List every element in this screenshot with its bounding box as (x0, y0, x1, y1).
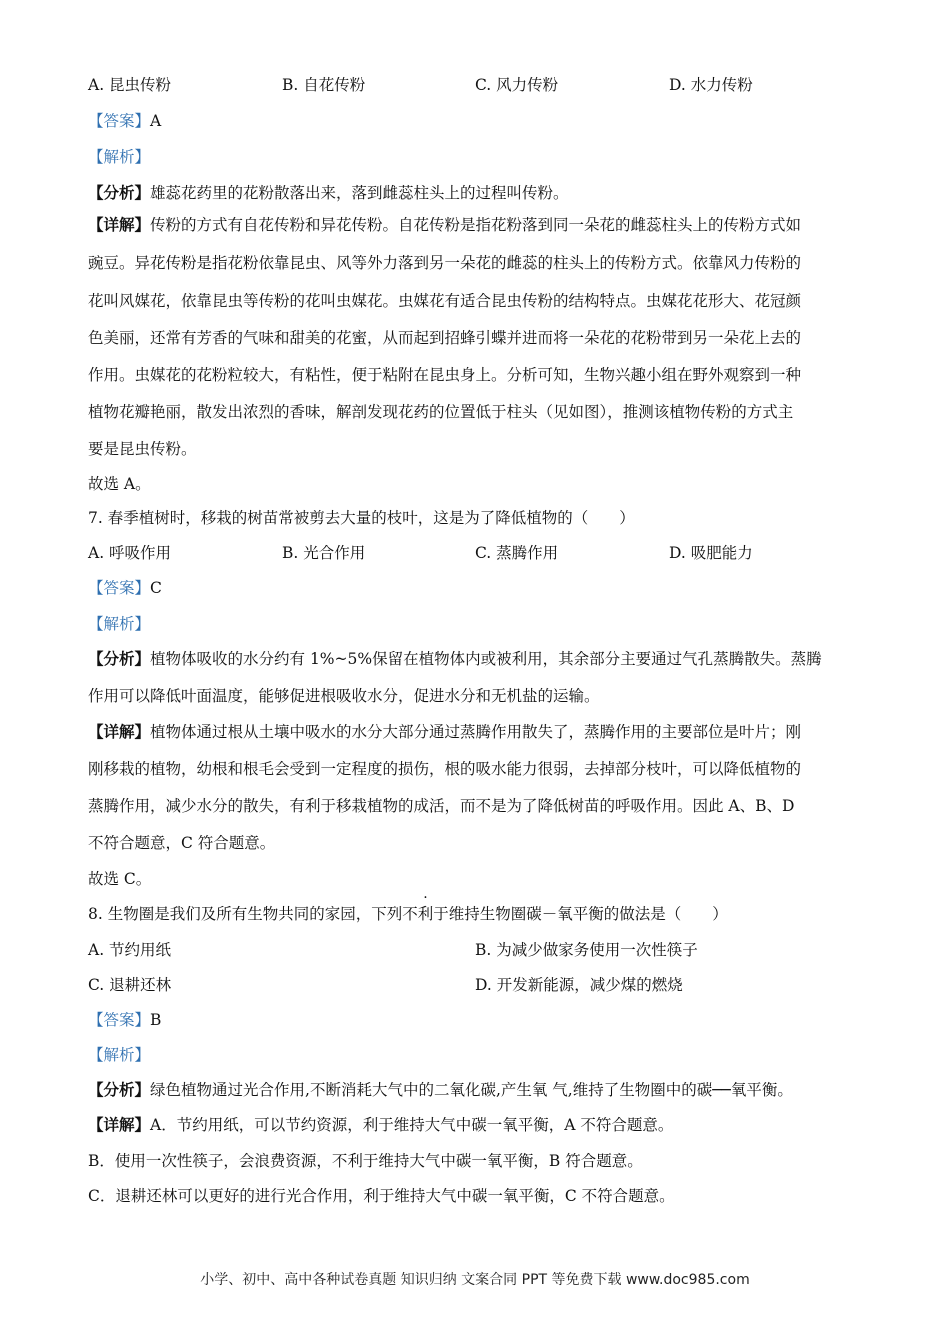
q7-detail-line: 刚移栽的植物，幼根和根毛会受到一定程度的损伤，根的吸水能力很弱，去掉部分枝叶，可以降低植物的 (88, 760, 802, 778)
q7-option-a: A. 呼吸作用 (88, 544, 172, 562)
answer-tag: 【答案】 (88, 112, 151, 130)
q6-detail-line: 色美丽，还常有芳香的气味和甜美的花蜜，从而起到招蜂引蝶并进而将一朵花的花粉带到另一朵花上去的 (88, 329, 802, 347)
q6-option-a: A. 昆虫传粉 (88, 76, 172, 94)
q6-detail-line: 要是昆虫传粉。 (88, 440, 197, 458)
q6-option-c: C. 风力传粉 (475, 76, 559, 94)
q7-option-d: D. 吸肥能力 (669, 544, 753, 562)
q6-analysis-tag: 【解析】 (88, 148, 151, 166)
detail-text: 传粉的方式有自花传粉和异花传粉。自花传粉是指花粉落到同一朵花的雌蕊柱头上的传粉方式如 (150, 216, 802, 234)
q8-option-d: D. 开发新能源，减少煤的燃烧 (475, 976, 683, 994)
q6-detail-line: 作用。虫媒花的花粉粒较大，有粘性，便于粘附在昆虫身上。分析可知，生物兴趣小组在野外观察到一种 (88, 366, 802, 384)
detail-text: 植物体通过根从土壤中吸水的水分大部分通过蒸腾作用散失了，蒸腾作用的主要部位是叶片；刚 (150, 723, 802, 741)
q8-option-c: C. 退耕还林 (88, 976, 172, 994)
q6-detail-line (88, 214, 863, 236)
q8-option-b: B. 为减少做家务使用一次性筷子 (475, 941, 698, 959)
q6-option-b: B. 自花传粉 (282, 76, 366, 94)
q6-option-d: D. 水力传粉 (669, 76, 753, 94)
q8-stem (88, 903, 863, 925)
detail-text: A．节约用纸，可以节约资源，利于维持大气中碳一氧平衡，A 不符合题意。 (150, 1116, 674, 1134)
q8-stem-post: 维持生物圈碳－氧平衡的做法是（ ） (448, 905, 728, 923)
q7-option-b: B. 光合作用 (282, 544, 366, 562)
q7-detail-line: 不符合题意，C 符合题意。 (88, 834, 276, 852)
q7-conclusion: 故选 C。 (88, 870, 152, 888)
fenxi-tag: 【分析】 (88, 1080, 151, 1099)
detail-tag: 【详解】 (88, 215, 151, 234)
page-footer: 小学、初中、高中各种试卷真题 知识归纳 文案合同 PPT 等免费下载 www.doc985.com (200, 1272, 750, 1288)
q8-option-a: A. 节约用纸 (88, 941, 172, 959)
q7-analysis-tag: 【解析】 (88, 615, 151, 633)
q6-conclusion: 故选 A。 (88, 475, 151, 493)
answer-tag: 【答案】 (88, 1011, 151, 1029)
q8-stem-pre: 8. 生物圈是我们及所有生物共同的家园，下列 (88, 905, 403, 923)
q6-detail-line: 豌豆。异花传粉是指花粉依靠昆虫、风等外力落到另一朵花的雌蕊的柱头上的传粉方式。依靠风力传粉的 (88, 254, 802, 272)
detail-tag: 【详解】 (88, 1115, 151, 1134)
fenxi-text: 植物体吸收的水分约有 1%~5%保留在植物体内或被利用，其余部分主要通过气孔蒸腾散失。蒸腾 (150, 650, 822, 668)
fenxi-tag: 【分析】 (88, 649, 151, 668)
detail-tag: 【详解】 (88, 722, 151, 741)
q7-detail-line: 蒸腾作用，减少水分的散失，有利于移栽植物的成活，而不是为了降低树苗的呼吸作用。因此 A、B、D (88, 797, 795, 815)
answer-value: C (150, 579, 162, 597)
fenxi-text: 雄蕊花药里的花粉散落出来，落到雌蕊柱头上的过程叫传粉。 (150, 184, 569, 202)
q8-answer (88, 1009, 863, 1031)
q7-fenxi-line: 作用可以降低叶面温度，能够促进根吸收水分，促进水分和无机盐的运输。 (88, 687, 600, 705)
answer-value: B (150, 1011, 162, 1029)
q7-fenxi-line (88, 648, 863, 670)
answer-value: A (150, 112, 162, 130)
q8-fenxi (88, 1079, 863, 1101)
fenxi-text: 绿色植物通过光合作用,不断消耗大气中的二氧化碳,产生氧 气,维持了生物圈中的碳──氧平衡。 (150, 1081, 793, 1099)
q6-detail-line: 植物花瓣艳丽，散发出浓烈的香味，解剖发现花药的位置低于柱头（见如图），推测该植物传粉的方式主 (88, 403, 794, 421)
q7-detail-line (88, 721, 863, 743)
q7-option-c: C. 蒸腾作用 (475, 544, 559, 562)
q6-detail-line: 花叫风媒花，依靠昆虫等传粉的花叫虫媒花。虫媒花有适合昆虫传粉的结构特点。虫媒花花形大、花冠颜 (88, 292, 802, 310)
q6-answer (88, 110, 863, 132)
q7-answer (88, 577, 863, 599)
q8-detail-line: C．退耕还林可以更好的进行光合作用，利于维持大气中碳一氧平衡，C 不符合题意。 (88, 1187, 675, 1205)
fenxi-tag: 【分析】 (88, 183, 151, 202)
q6-fenxi (88, 182, 863, 204)
q8-detail-line (88, 1114, 863, 1136)
q8-emphasis-text: 不利于 (402, 905, 449, 923)
q8-detail-line: B．使用一次性筷子，会浪费资源，不利于维持大气中碳一氧平衡，B 符合题意。 (88, 1152, 643, 1170)
q8-analysis-tag: 【解析】 (88, 1046, 151, 1064)
answer-tag: 【答案】 (88, 579, 151, 597)
q7-stem: 7. 春季植树时，移栽的树苗常被剪去大量的枝叶，这是为了降低植物的（ ） (88, 509, 635, 527)
